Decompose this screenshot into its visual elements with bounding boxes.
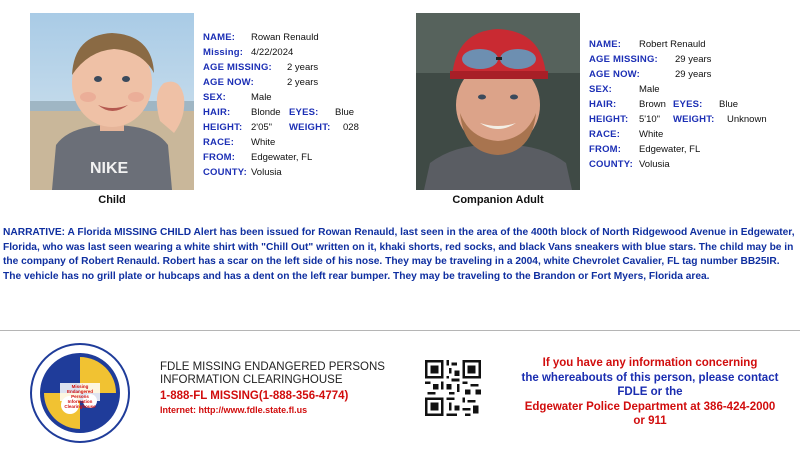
field-value: Brown <box>639 99 666 110</box>
adult-from-row <box>589 142 767 157</box>
contact-line: If you have any information concerning <box>542 357 758 369</box>
field-value: Unknown <box>727 114 767 125</box>
svg-text:NIKE: NIKE <box>90 160 129 177</box>
contact-line: the whereabouts of this person, please contact <box>521 371 779 384</box>
field-value: Robert Renauld <box>639 39 706 50</box>
adult-age-now-row <box>589 67 767 82</box>
adult-name-row <box>589 37 767 52</box>
child-age-now-row <box>203 75 359 90</box>
contact-line: Edgewater Police Department at 386-424-2000 <box>524 400 776 413</box>
field-label: AGE MISSING: <box>203 62 272 73</box>
field-label: HEIGHT: <box>589 114 629 125</box>
qr-code-icon <box>425 360 481 416</box>
agency-block <box>160 361 385 417</box>
field-label: HEIGHT: <box>203 122 243 133</box>
website-link[interactable]: Internet: http://www.fdle.state.fl.us <box>160 405 308 415</box>
child-info <box>203 30 359 180</box>
field-label: SEX: <box>589 84 612 95</box>
field-value: 028 <box>343 122 359 133</box>
contact-line: or 911 <box>633 415 667 427</box>
field-value: White <box>639 129 664 140</box>
child-caption: Child <box>98 194 126 206</box>
child-hair-row <box>203 105 359 120</box>
child-sex-row <box>203 90 359 105</box>
narrative-text: A Florida MISSING CHILD Alert has been issued for Rowan Renauld, last seen in the area of the 400th block of North Ridgewood Avenue in Edgewater, Florida, who was last seen wearing a white shirt with "Chill Out" written on it, khaki shorts, red socks, and black Vans sneakers with blue stars. The child may be in the company of Robert Renauld. Robert has a scar on the left side of his nose. They may be traveling in a 2004, white Chevrolet Cavalier, FL tag number BB25IR. The vehicle has no grill plate or hubcaps and has a dent on the left rear bumper. They may be traveling to the Brandon or Fort Myers, Florida area. <box>3 227 795 282</box>
field-value: 4/22/2024 <box>251 47 294 58</box>
field-label: NAME: <box>589 39 622 50</box>
child-race-row <box>203 135 359 150</box>
field-label: WEIGHT: <box>289 122 331 133</box>
field-label: COUNTY: <box>589 159 633 170</box>
adult-age-missing-row <box>589 52 767 67</box>
adult-caption: Companion Adult <box>452 194 544 206</box>
adult-hair-row <box>589 97 767 112</box>
field-value: Edgewater, FL <box>251 152 313 163</box>
field-value: White <box>251 137 276 148</box>
child-photo <box>30 13 194 190</box>
agency-name-line2: INFORMATION CLEARINGHOUSE <box>160 374 343 386</box>
field-value: Male <box>251 92 272 103</box>
field-value: Rowan Renauld <box>251 32 319 43</box>
child-county-row <box>203 165 359 180</box>
adult-sex-row <box>589 82 767 97</box>
child-height-row <box>203 120 359 135</box>
field-value: Volusia <box>639 159 670 170</box>
field-label: EYES: <box>289 107 319 118</box>
field-value: Blue <box>335 107 355 118</box>
child-age-missing-row <box>203 60 359 75</box>
field-value: Volusia <box>251 167 282 178</box>
child-name-row <box>203 30 359 45</box>
field-label: AGE MISSING: <box>589 54 658 65</box>
field-value: Male <box>639 84 660 95</box>
adult-photo <box>416 13 580 190</box>
contact-line: FDLE or the <box>617 386 683 398</box>
child-from-row <box>203 150 359 165</box>
field-value: 2 years <box>287 77 319 88</box>
field-value: Blonde <box>251 107 281 118</box>
seal-text: Missing Endangered Persons Information Clearinghouse <box>64 384 96 409</box>
field-value: Edgewater, FL <box>639 144 701 155</box>
field-value: Blue <box>719 99 739 110</box>
field-label: EYES: <box>673 99 703 110</box>
narrative <box>3 226 798 284</box>
field-label: WEIGHT: <box>673 114 715 125</box>
field-value: 2'05" <box>251 122 273 133</box>
agency-name-line1: FDLE MISSING ENDANGERED PERSONS <box>160 361 385 373</box>
field-label: RACE: <box>203 137 235 148</box>
adult-race-row <box>589 127 767 142</box>
adult-county-row <box>589 157 767 172</box>
field-label: HAIR: <box>589 99 617 110</box>
divider <box>0 330 800 331</box>
field-label: HAIR: <box>203 107 231 118</box>
field-value: 5'10" <box>639 114 661 125</box>
field-label: FROM: <box>203 152 236 163</box>
fdle-seal-icon <box>30 343 130 443</box>
narrative-label: NARRATIVE: <box>3 227 66 238</box>
adult-height-row <box>589 112 767 127</box>
field-label: SEX: <box>203 92 226 103</box>
adult-info <box>589 37 767 172</box>
field-value: 29 years <box>675 69 712 80</box>
field-label: Missing: <box>203 47 244 58</box>
field-value: 2 years <box>287 62 319 73</box>
contact-block <box>492 356 800 429</box>
field-label: COUNTY: <box>203 167 247 178</box>
field-value: 29 years <box>675 54 712 65</box>
field-label: NAME: <box>203 32 236 43</box>
child-missing-row <box>203 45 359 60</box>
field-label: AGE NOW: <box>203 77 255 88</box>
hotline: 1-888-FL MISSING(1-888-356-4774) <box>160 390 349 402</box>
field-label: AGE NOW: <box>589 69 641 80</box>
field-label: RACE: <box>589 129 621 140</box>
field-label: FROM: <box>589 144 622 155</box>
